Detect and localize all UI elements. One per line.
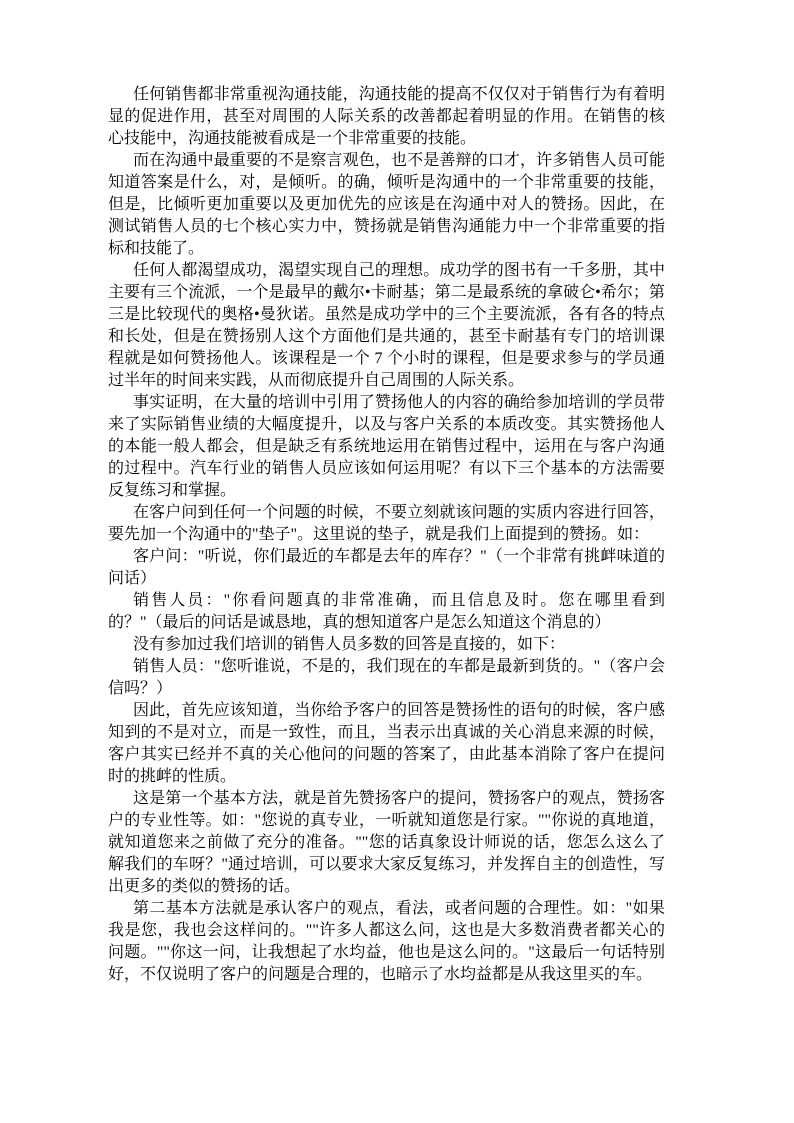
paragraph-05: 在客户问到任何一个问题的时候，不要立刻就该问题的实质内容进行回答，要先加一个沟通中的"垫子"。这里说的垫子，就是我们上面提到的赞扬。如： bbox=[108, 504, 665, 543]
paragraph-12-method-two: 第二基本方法就是承认客户的观点，看法，或者问题的合理性。如："如果我是您，我也会这样问的。""许多人都这么问，这也是大多数消费者都关心的问题。""你这一问，让我想起了水均益，他也是这么问的。"这最后一句话特别好，不仅说明了客户的问题是合理的，也暗示了水均益都是从我这里买的车。 bbox=[108, 900, 665, 983]
paragraph-03: 任何人都渴望成功，渴望实现自己的理想。成功学的图书有一千多册，其中主要有三个流派，一个是最早的戴尔•卡耐基；第二是最系统的拿破仑•希尔；第三是比较现代的奥格•曼狄诺。虽然是成功学中的三个主要流派，各有各的特点和长处，但是在赞扬别人这个方面他们是共通的，甚至卡耐基有专门的培训课程就是如何赞扬他人。该课程是一个 7 个小时的课程，但是要求参与的学员通过半年的时间来实践，从而彻底提升自己周围的人际关系。 bbox=[108, 262, 665, 389]
paragraph-06-customer-question: 客户问："听说，你们最近的车都是去年的库存？"（一个非常有挑衅味道的问话） bbox=[108, 548, 665, 587]
paragraph-11-method-one: 这是第一个基本方法，就是首先赞扬客户的提问，赞扬客户的观点，赞扬客户的专业性等。如："您说的真专业，一听就知道您是行家。""你说的真地道，就知道您来之前做了充分的准备。""您的话真象设计师说的话，您怎么这么了解我们的车呀？"通过培训，可以要求大家反复练习，并发挥自主的创造性，写出更多的类似的赞扬的话。 bbox=[108, 790, 665, 895]
paragraph-02: 而在沟通中最重要的不是察言观色，也不是善辩的口才，许多销售人员可能知道答案是什么，对，是倾听。的确，倾听是沟通中的一个非常重要的技能，但是，比倾听更加重要以及更加优先的应该是在沟通中对人的赞扬。因此，在测试销售人员的七个核心实力中，赞扬就是销售沟通能力中一个非常重要的指标和技能了。 bbox=[108, 152, 665, 257]
paragraph-01: 任何销售都非常重视沟通技能，沟通技能的提高不仅仅对于销售行为有着明显的促进作用，甚至对周围的人际关系的改善都起着明显的作用。在销售的核心技能中，沟通技能被看成是一个非常重要的技能。 bbox=[108, 86, 665, 147]
paragraph-10: 因此，首先应该知道，当你给予客户的回答是赞扬性的语句的时候，客户感知到的不是对立，而是一致性，而且，当表示出真诚的关心消息来源的时候，客户其实已经并不真的关心他问的问题的答案了，由此基本消除了客户在提问时的挑衅的性质。 bbox=[108, 702, 665, 785]
paragraph-04: 事实证明，在大量的培训中引用了赞扬他人的内容的确给参加培训的学员带来了实际销售业绩的大幅度提升，以及与客户关系的本质改变。其实赞扬他人的本能一般人都会，但是缺乏有系统地运用在销售过程中，运用在与客户沟通的过程中。汽车行业的销售人员应该如何运用呢？有以下三个基本的方法需要反复练习和掌握。 bbox=[108, 394, 665, 499]
paragraph-08: 没有参加过我们培训的销售人员多数的回答是直接的，如下： bbox=[133, 636, 566, 653]
paragraph-07-salesperson-reply: 销售人员："你看问题真的非常准确，而且信息及时。您在哪里看到的？"（最后的问话是诚恳地，真的想知道客户是怎么知道这个消息的） bbox=[108, 592, 665, 631]
paragraph-09-salesperson-reply: 销售人员："您听谁说，不是的，我们现在的车都是最新到货的。"（客户会信吗？） bbox=[108, 658, 665, 697]
document-text-block bbox=[108, 84, 665, 986]
